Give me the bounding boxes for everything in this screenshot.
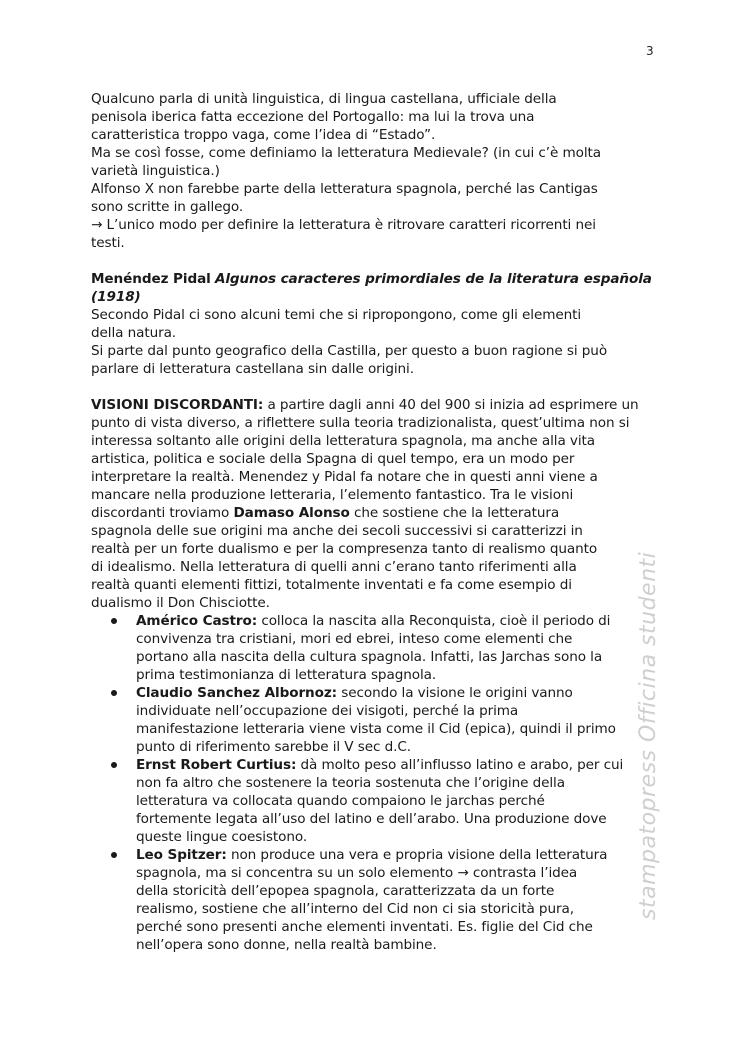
work-year: (1918) (91, 289, 141, 305)
visioni-section (91, 396, 659, 612)
text-line: sono scritte in gallego. (91, 199, 244, 215)
text-span: che sostiene che la letteratura (349, 505, 560, 521)
text-line: realtà quanti elementi fittizi, totalmente inventati e fa come esempio di (91, 577, 572, 593)
text-line (136, 612, 659, 630)
page-number: 3 (646, 44, 654, 58)
text-line: perché sono presenti anche elementi inventati. Es. figlie del Cid che (136, 919, 593, 935)
text-line: della natura. (91, 325, 177, 341)
bullet-icon (111, 762, 117, 768)
pidal-heading (91, 270, 659, 288)
list-item (91, 846, 659, 954)
text-line (136, 756, 659, 774)
text-line: realismo, sostiene che all’interno del Cid non ci sia storicità pura, (136, 901, 574, 917)
pidal-section (91, 270, 659, 378)
text-line: queste lingue coesistono. (136, 829, 308, 845)
text-line: Secondo Pidal ci sono alcuni temi che si ripropongono, come gli elementi (91, 307, 582, 323)
scholar-name: Leo Spitzer: (136, 847, 227, 863)
text-span: colloca la nascita alla Reconquista, cioè il periodo di (257, 613, 611, 629)
bullet-icon (111, 618, 117, 624)
text-line: parlare di letteratura castellana sin dalle origini. (91, 361, 414, 377)
scholar-name: Ernst Robert Curtius: (136, 757, 297, 773)
text-line: punto di vista diverso, a riflettere sulla teoria tradizionalista, quest’ultima non si (91, 415, 630, 431)
text-line: nell’opera sono donne, nella realtà bambine. (136, 937, 437, 953)
text-line: Alfonso X non farebbe parte della letteratura spagnola, perché las Cantigas (91, 181, 598, 197)
text-line: convivenza tra cristiani, mori ed ebrei, inteso come elementi che (136, 631, 573, 647)
text-line (136, 846, 659, 864)
document-body (91, 90, 659, 954)
text-span: non produce una vera e propria visione della letteratura (226, 847, 608, 863)
text-line: prima testimonianza di letteratura spagnola. (136, 667, 437, 683)
text-span: a partire dagli anni 40 del 900 si inizia ad esprimere un (263, 397, 639, 413)
scholar-name: Américo Castro: (136, 613, 258, 629)
text-line: mancare nella produzione letteraria, l’elemento fantastico. Tra le visioni (91, 487, 574, 503)
text-line: Ma se così fosse, come definiamo la letteratura Medievale? (in cui c’è molta (91, 145, 601, 161)
text-line: letteratura va collocata quando compaiono le jarchas perché (136, 793, 545, 809)
text-line: portano alla nascita della cultura spagnola. Infatti, las Jarchas sono la (136, 649, 603, 665)
text-line: artistica, politica e sociale della Spagna di quel tempo, era un modo per (91, 451, 575, 467)
text-span: secondo la visione le origini vanno (337, 685, 573, 701)
text-line: spagnola delle sue origini ma anche dei secoli successivi si caratterizzi in (91, 523, 583, 539)
text-line: caratteristica troppo vaga, come l’idea di “Estado”. (91, 127, 436, 143)
text-line (91, 396, 659, 414)
watermark: stampatopress Officina studenti (636, 551, 661, 920)
text-span: discordanti troviamo (91, 505, 234, 521)
list-item (91, 684, 659, 756)
text-span: dà molto peso all’influsso latino e arabo, per cui (296, 757, 624, 773)
text-line: individuate nell’occupazione dei visigoti, perché la prima (136, 703, 519, 719)
intro-paragraph (91, 90, 659, 252)
author-name: Menéndez Pidal (91, 271, 211, 287)
text-line: → L’unico modo per definire la letteratura è ritrovare caratteri ricorrenti nei (91, 217, 596, 233)
text-line: spagnola, ma si concentra su un solo elemento → contrasta l’idea (136, 865, 578, 881)
text-line: dualismo il Don Chisciotte. (91, 595, 270, 611)
text-line: fortemente legata all’uso del latino e dell’arabo. Una produzione dove (136, 811, 607, 827)
list-item (91, 756, 659, 846)
text-line: penisola iberica fatta eccezione del Portogallo: ma lui la trova una (91, 109, 535, 125)
work-title: Algunos caracteres primordiales de la literatura española (214, 271, 652, 287)
text-line: interessa soltanto alle origini della letteratura spagnola, ma anche alla vita (91, 433, 595, 449)
text-line: varietà linguistica.) (91, 163, 220, 179)
text-line: di idealismo. Nella letteratura di quelli anni c’erano tanto riferimenti alla (91, 559, 577, 575)
text-line: Si parte dal punto geografico della Castilla, per questo a buon ragione si può (91, 343, 608, 359)
text-line (91, 504, 659, 522)
text-line: manifestazione letteraria viene vista come il Cid (epica), quindi il primo (136, 721, 616, 737)
bullet-icon (111, 852, 117, 858)
scholar-name: Damaso Alonso (233, 505, 350, 521)
bullet-icon (111, 690, 117, 696)
scholar-name: Claudio Sanchez Albornoz: (136, 685, 338, 701)
text-line: Qualcuno parla di unità linguistica, di lingua castellana, ufficiale della (91, 91, 557, 107)
text-line: non fa altro che sostenere la teoria sostenuta che l’origine della (136, 775, 565, 791)
text-line: punto di riferimento sarebbe il V sec d.C. (136, 739, 411, 755)
section-heading: VISIONI DISCORDANTI: (91, 397, 264, 413)
text-line: della storicità dell’epopea spagnola, caratterizzata da un forte (136, 883, 555, 899)
scholars-list (91, 612, 659, 954)
text-line (136, 684, 659, 702)
text-line: interpretare la realtà. Menendez y Pidal fa notare che in questi anni viene a (91, 469, 598, 485)
text-line: testi. (91, 235, 125, 251)
list-item (91, 612, 659, 684)
text-line: realtà per un forte dualismo e per la compresenza tanto di realismo quanto (91, 541, 598, 557)
